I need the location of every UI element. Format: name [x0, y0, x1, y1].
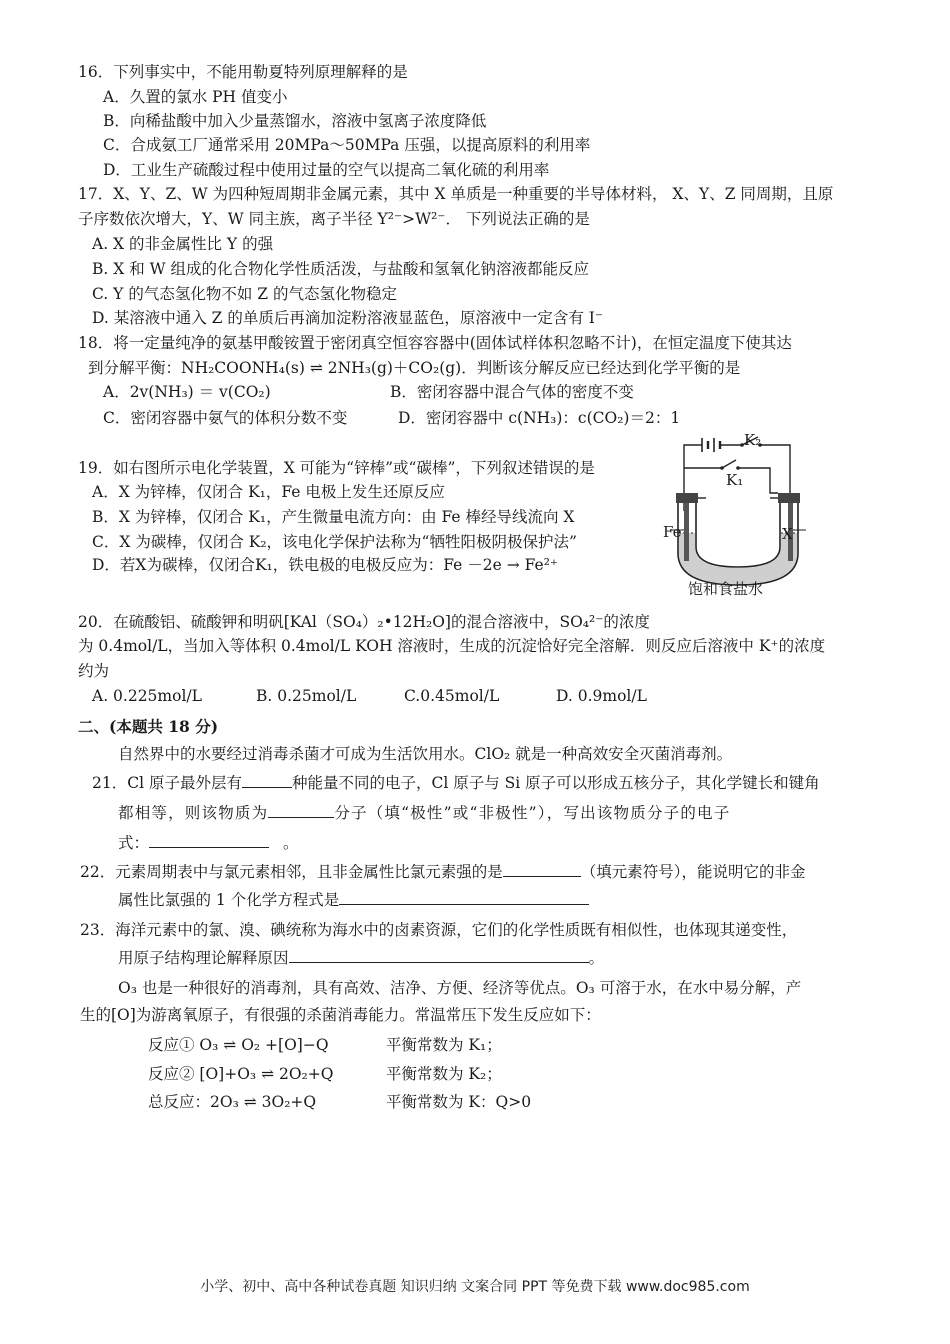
- q23-text-2a: 用原子结构理论解释原因: [118, 949, 289, 967]
- q20-stem-line1: 20．在硫酸铝、硫酸钾和明矾[KAl（SO₄）₂•12H₂O]的混合溶液中，SO₄²⁻的浓度: [78, 613, 650, 631]
- q22-text-1a: 22．元素周期表中与氯元素相邻，且非金属性比氯元素强的是: [80, 863, 503, 881]
- q21-text-3a: 式：: [118, 834, 150, 852]
- label-x: X: [782, 525, 793, 543]
- q17-stem-line1: 17．X、Y、Z、W 为四种短周期非金属元素，其中 X 单质是一种重要的半导体材料， X、Y、Z 同周期，且原: [78, 185, 834, 203]
- q21-text-1b: 种能量不同的电子，Cl 原子与 Si 原子可以形成五核分子，其化学键长和键角: [291, 774, 820, 792]
- q18-option-a: A．2v(NH₃) ＝ v(CO₂): [103, 383, 271, 401]
- q20-option-c: C.0.45mol/L: [404, 687, 500, 705]
- reaction-2-constant: 平衡常数为 K₂；: [386, 1065, 502, 1083]
- q18-option-c: C．密闭容器中氨气的体积分数不变: [103, 409, 348, 427]
- right-stopper: [778, 493, 800, 503]
- label-k1: K₁: [726, 471, 744, 489]
- label-k2: K₂: [744, 431, 762, 449]
- q18-stem-line1: 18．将一定量纯净的氨基甲酸铵置于密闭真空恒容容器中(固体试样体积忽略不计)，在恒定温度下使其达: [78, 334, 792, 352]
- reaction-1-equation: 反应① O₃ ⇌ O₂ +[O]−Q: [148, 1036, 329, 1054]
- q18-option-b: B．密闭容器中混合气体的密度不变: [390, 383, 634, 401]
- q20-option-d: D. 0.9mol/L: [556, 687, 647, 705]
- q22-blank-1[interactable]: [503, 862, 581, 877]
- q23-blank[interactable]: [289, 948, 589, 963]
- q19-stem: 19．如右图所示电化学装置，X 可能为“锌棒”或“碳棒”，下列叙述错误的是: [78, 459, 595, 477]
- reaction-total-equation: 总反应：2O₃ ⇌ 3O₂+Q: [148, 1093, 317, 1111]
- q21-text-3b: 。: [283, 834, 299, 852]
- q22-text-1b: （填元素符号），能说明它的非金: [580, 863, 806, 881]
- q19-option-d: D．若X为碳棒，仅闭合K₁，铁电极的电极反应为：Fe －2e → Fe²⁺: [92, 556, 559, 574]
- reaction-1-constant: 平衡常数为 K₁；: [386, 1036, 502, 1054]
- left-stopper: [676, 493, 698, 503]
- q17-stem-line2: 子序数依次增大，Y、W 同主族，离子半径 Y²⁻>W²⁻． 下列说法正确的是: [78, 210, 590, 228]
- q19-option-a: A．X 为锌棒，仅闭合 K₁，Fe 电极上发生还原反应: [92, 483, 445, 501]
- q16-option-d: D．工业生产硫酸过程中使用过量的空气以提高二氧化硫的利用率: [103, 161, 550, 179]
- q20-stem-line2: 为 0.4mol/L，当加入等体积 0.4mol/L KOH 溶液时，生成的沉淀恰好完全溶解．则反应后溶液中 K⁺的浓度: [78, 637, 826, 655]
- reaction-2-equation: 反应② [O]+O₃ ⇌ 2O₂+Q: [148, 1065, 334, 1083]
- q21-line3: [118, 833, 299, 853]
- q20-option-b: B. 0.25mol/L: [256, 687, 357, 705]
- electrochemical-apparatus-figure: [660, 431, 820, 605]
- q18-option-d: D．密闭容器中 c(NH₃)：c(CO₂)＝2：1: [398, 409, 681, 427]
- o3-paragraph-line2: 生的[O]为游离氧原子，有很强的杀菌消毒能力。常温常压下发生反应如下：: [80, 1006, 601, 1024]
- q21-text-2b: 分子（填“极性”或“非极性”），写出该物质分子的电子: [334, 804, 731, 822]
- switch-k1: [722, 460, 736, 468]
- q21-text-2a: 都相等，则该物质为: [118, 804, 269, 822]
- q20-stem-line3: 约为: [78, 662, 110, 680]
- q20-option-a: A. 0.225mol/L: [92, 687, 202, 705]
- q23-text-2b: 。: [588, 949, 605, 967]
- label-fe: Fe: [663, 523, 682, 541]
- q17-option-b: B. X 和 W 组成的化合物化学性质活泼，与盐酸和氢氧化钠溶液都能反应: [92, 260, 589, 278]
- q21-text-1a: 21．Cl 原子最外层有: [92, 774, 242, 792]
- section2-title: 二、(本题共 18 分): [78, 717, 219, 736]
- q21-blank-2[interactable]: [268, 803, 334, 818]
- q22-blank-2[interactable]: [339, 890, 589, 905]
- fe-electrode: [684, 503, 689, 561]
- q21-blank-3[interactable]: [149, 833, 269, 848]
- q19-option-b: B．X 为锌棒，仅闭合 K₁，产生微量电流方向：由 Fe 棒经导线流向 X: [92, 508, 575, 526]
- q22-line1: [80, 862, 806, 882]
- q16-option-c: C．合成氨工厂通常采用 20MPa～50MPa 压强，以提高原料的利用率: [103, 136, 591, 154]
- o3-paragraph-line1: O₃ 也是一种很好的消毒剂，具有高效、洁净、方便、经济等优点。O₃ 可溶于水，在水中易分解，产: [118, 979, 802, 997]
- q23-line1: 23．海洋元素中的氯、溴、碘统称为海水中的卤素资源，它们的化学性质既有相似性，也体现其递变性，: [80, 921, 798, 939]
- q21-blank-1[interactable]: [242, 773, 292, 788]
- q23-line2: [118, 948, 604, 968]
- q19-option-c: C．X 为碳棒，仅闭合 K₂，该电化学保护法称为“牺牲阳极阴极保护法”: [92, 533, 577, 551]
- q21-line1: [92, 773, 820, 793]
- u-tube-inner: [696, 503, 780, 567]
- figure-caption: 饱和食盐水: [688, 580, 764, 598]
- q17-option-a: A. X 的非金属性比 Y 的强: [92, 235, 274, 253]
- q16-stem: 16．下列事实中，不能用勒夏特列原理解释的是: [78, 63, 408, 81]
- q21-line2: [118, 803, 730, 823]
- q17-option-c: C. Y 的气态氢化物不如 Z 的气态氢化物稳定: [92, 285, 397, 303]
- section2-intro: 自然界中的水要经过消毒杀菌才可成为生活饮用水。ClO₂ 就是一种高效安全灭菌消毒剂。: [118, 745, 733, 763]
- q22-line2: [118, 890, 589, 910]
- footer-text: 小学、初中、高中各种试卷真题 知识归纳 文案合同 PPT 等免费下载 www.doc985.com: [200, 1279, 750, 1295]
- reaction-total-constant: 平衡常数为 K：Q>0: [386, 1093, 532, 1111]
- q18-stem-line2: 到分解平衡：NH₂COONH₄(s) ⇌ 2NH₃(g)＋CO₂(g)．判断该分解反应已经达到化学平衡的是: [88, 359, 741, 377]
- q16-option-b: B．向稀盐酸中加入少量蒸馏水，溶液中氢离子浓度降低: [103, 112, 487, 130]
- q16-option-a: A．久置的氯水 PH 值变小: [103, 88, 288, 106]
- q17-option-d: D. 某溶液中通入 Z 的单质后再滴加淀粉溶液显蓝色，原溶液中一定含有 I⁻: [92, 309, 604, 327]
- q22-text-2a: 属性比氯强的 1 个化学方程式是: [118, 891, 340, 909]
